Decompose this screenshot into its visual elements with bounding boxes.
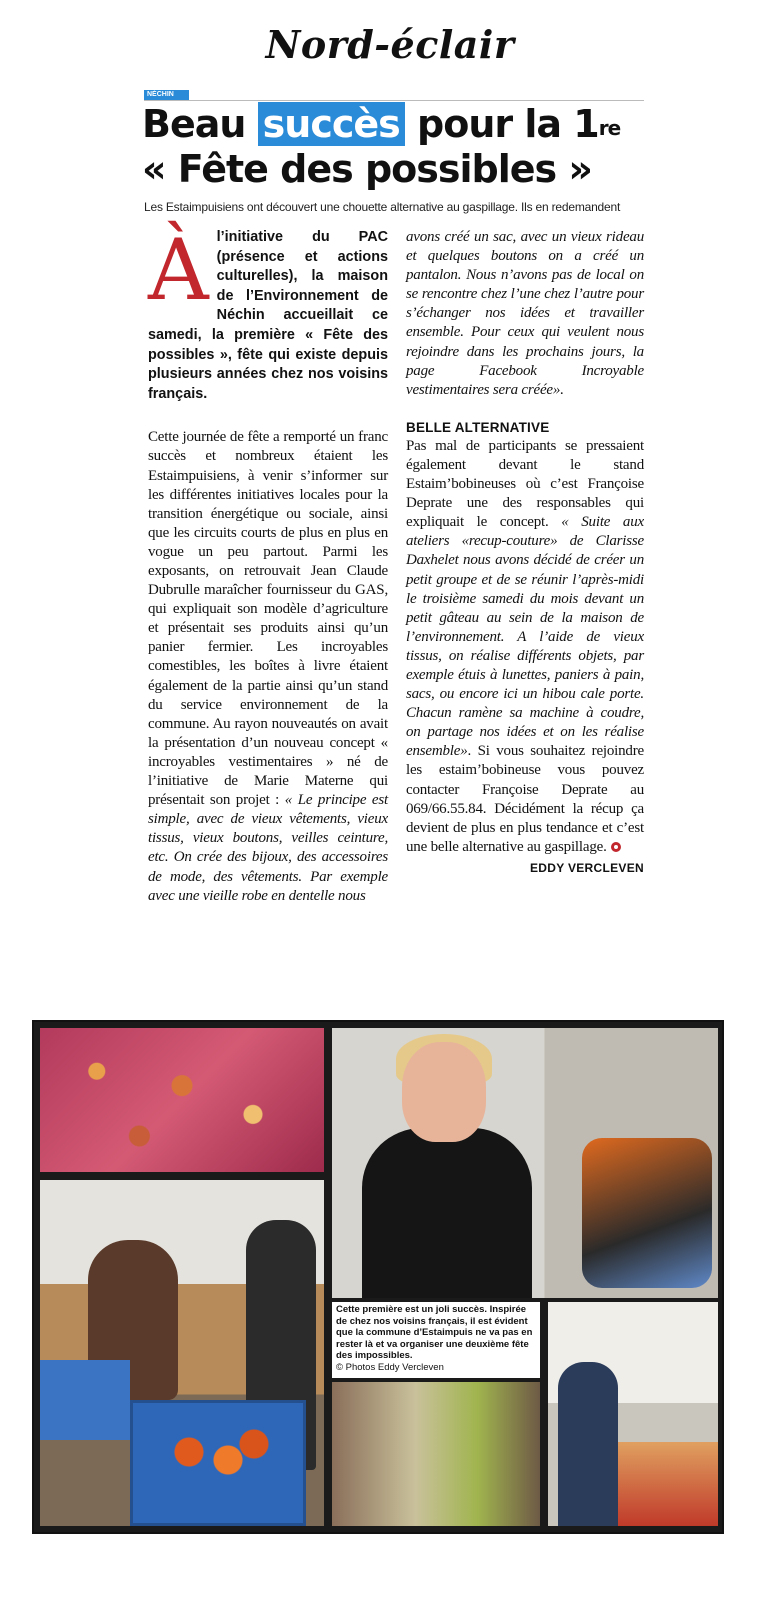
caption-text: Cette première est un joli succès. Inspirée de chez nos voisins français, il est évident que la commune d’Estaimpuis ne va pas en rester là et va organiser une deuxième fête des impossibles.: [336, 1304, 533, 1362]
photo-tomatoes: [150, 1420, 280, 1500]
article-column-right: [406, 228, 644, 875]
end-mark-icon: [611, 842, 621, 852]
kicker-rule: [144, 100, 644, 101]
body-left-quote: « Le principe est simple, avec de vieux vêtements, vieux tissus, vieux boutons, veilles ceinture, etc. On crée des bijoux, des accessoires de mode, des vêtements. Par exemple avec une vieille robe en dentelle nous: [148, 792, 388, 904]
body-left-text: Cette journée de fête a remporté un franc succès et nombreux étaient les Estaimpuisiens, à venir s’informer sur les différentes initiatives locales pour la transition énergétique ou sociale, ainsi que les circuits courts de plus en plus en vogue un peu partout. Parmi les exposants, on retrouvait Jean Claude Dubrulle maraîcher fournisseur du GAS, qui expliquait son modèle d’agriculture et présentait ses produits ainsi qu’un panier fermier. Les incroyables comestibles, les boîtes à livre étaient également de la partie ainsi qu’un stand du service environnement de la commune. Au rayon nouveautés on avait la présentation d’un nouveau concept « incroyables vestimentaires » né de l’initiative de Marie Materne qui présentait son projet :: [148, 429, 388, 809]
photo-table: [618, 1442, 718, 1526]
photo-caption: [332, 1302, 540, 1378]
photo-credit: © Photos Eddy Vercleven: [336, 1361, 444, 1373]
photo-food-verrines: [40, 1028, 324, 1172]
photo-exhibitor-table: [548, 1302, 718, 1526]
photo-crate-left: [40, 1360, 130, 1440]
section-kicker: NÉCHIN: [144, 90, 189, 100]
photo-collage: [32, 1020, 724, 1534]
para2: . Si vous souhaitez rejoindre les estaim’bobineuse vous pouvez contacter Françoise Deprate au 069/66.55.84. Décidément la récup ça devient de plus en plus tendance et c’est une belle alternative au gaspillage.: [406, 743, 644, 855]
photo-vegetable-stand: [40, 1180, 324, 1526]
drop-cap: À: [148, 221, 209, 319]
quote2: « Suite aux ateliers «recup-couture» de Clarisse Daxhelet nous avons décidé de créer un petit groupe et de se réunir l’après-midi le troisième samedi du mois devant un petit gâteau au sein de la maison de l’environnement. A l’aide de vieux tissus, on réalise différents objets, par exemple étuis à lunettes, paniers à pain, sacs, ou encore ici un hibou cale porte. Chacun ramène sa machine à coudre, on partage nos idées et on les réalise ensemble»: [406, 514, 644, 760]
body-paragraph-right: [406, 437, 644, 857]
photo-woman-shirt: [362, 1128, 532, 1298]
headline-sup: re: [598, 116, 621, 140]
subhead: BELLE ALTERNATIVE: [406, 419, 550, 435]
quote-continuation: [406, 228, 644, 400]
headline-highlight: succès: [258, 102, 405, 146]
para1: Pas mal de participants se pressaient également devant le stand Estaim’bobineuses où c’est Françoise Deprate une des responsables qui expliquait le concept.: [406, 437, 644, 531]
headline-line2: « Fête des possibles »: [142, 147, 592, 191]
photo-woman-stand: [332, 1028, 718, 1298]
lead-paragraph: l’initiative du PAC (présence et actions culturelles), la maison de l’Environnement de Néchin accueillait ce samedi, la première « Fête des possibles », fête qui existe depuis plusieurs années chez nos voisins français.: [148, 229, 388, 402]
body-paragraph-left: [148, 428, 388, 905]
headline: [142, 102, 662, 192]
photo-stand-visitors: [332, 1382, 540, 1526]
headline-part2: pour la 1: [404, 102, 599, 146]
quote-continuation-text: avons créé un sac, avec un vieux rideau et quelques boutons on a créé un pantalon. Nous n’avons pas de local on se rencontre chez l’une chez l’autre pour s’échanger nos idées et travailler ensemble. Pour ceux qui veulent nous rejoindre dans les prochains jours, la page Facebook Incroyable vestimentaires sera créée».: [406, 229, 644, 398]
photo-bags: [582, 1138, 712, 1288]
photo-woman-face: [402, 1042, 486, 1142]
headline-part1: Beau: [142, 102, 258, 146]
masthead: Nord-éclair: [265, 22, 515, 67]
deck: Les Estaimpuisiens ont découvert une chouette alternative au gaspillage. Ils en redemandent: [144, 200, 621, 214]
photo-exhibitor: [558, 1362, 618, 1526]
byline: EDDY VERCLEVEN: [529, 860, 644, 875]
article-column-left: [148, 221, 388, 906]
